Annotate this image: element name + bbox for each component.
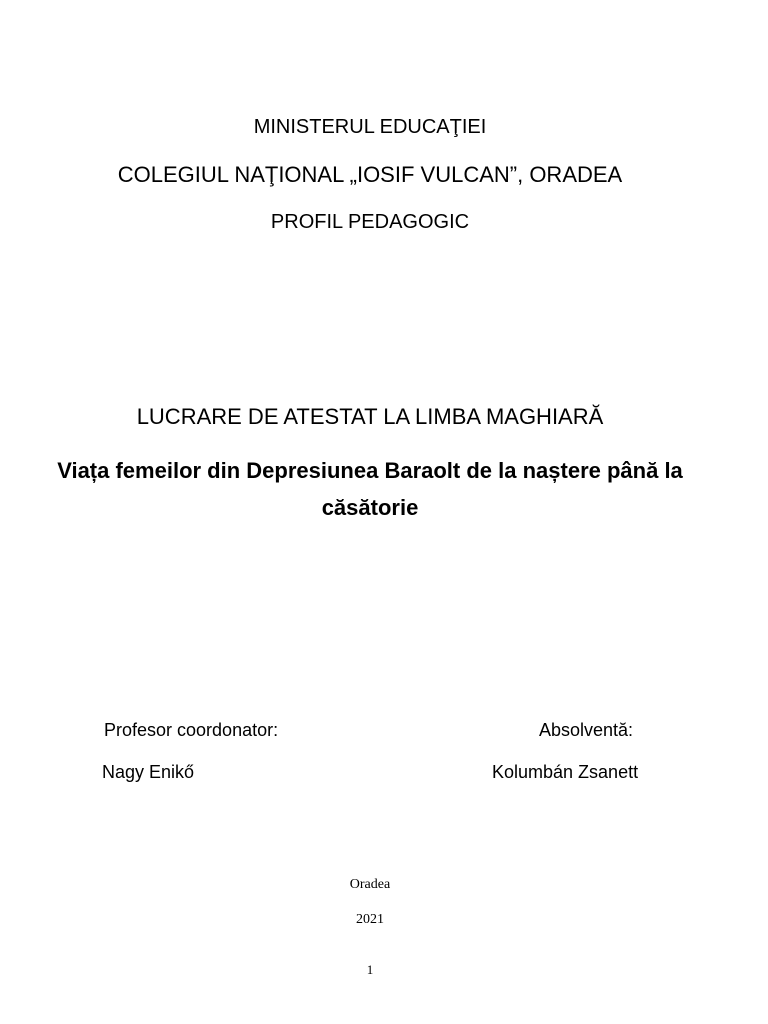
ministry-heading: MINISTERUL EDUCAŢIEI (253, 116, 487, 138)
thesis-title: Viața femeilor din Depresiunea Baraolt de la naștere până la căsătorie (57, 458, 683, 520)
profile-heading: PROFIL PEDAGOGIC (270, 211, 470, 233)
footer-city: Oradea (349, 877, 391, 892)
graduate-label: Absolventă: (539, 720, 634, 740)
page-number: 1 (366, 962, 374, 977)
graduate-name: Kolumbán Zsanett (492, 762, 639, 782)
footer-year: 2021 (356, 912, 384, 927)
college-heading: COLEGIUL NAŢIONAL „IOSIF VULCAN”, ORADEA (117, 162, 623, 187)
coordinator-label: Profesor coordonator: (104, 720, 279, 740)
coordinator-name: Nagy Enikő (102, 762, 195, 782)
thesis-type-heading: LUCRARE DE ATESTAT LA LIMBA MAGHIARĂ (136, 404, 604, 429)
